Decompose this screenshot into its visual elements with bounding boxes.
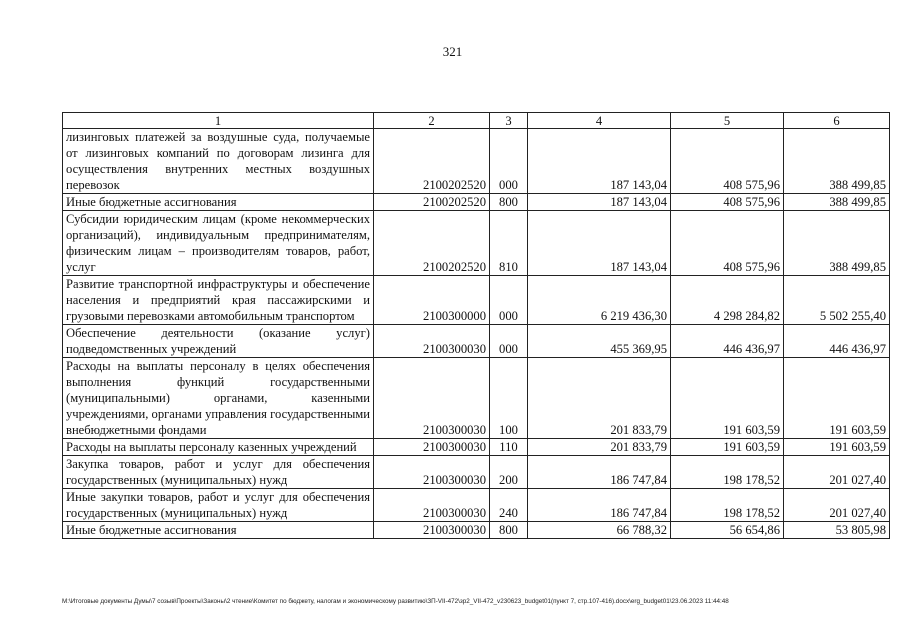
row-description: Расходы на выплаты персоналу в целях обеспечения выполнения функций государственными (муниципальными) органами, казенными учреждениями, органами управления государственными внебюджетными фондами bbox=[63, 358, 374, 439]
row-value-col6: 446 436,97 bbox=[784, 325, 890, 358]
row-value-col4: 66 788,32 bbox=[528, 522, 671, 539]
document-path-footer: M:\Итоговые документы Думы\7 созыв\Проекты\Законы\2 чтение\Комитет по бюджету, налогам и экономическому развитию\ЗП-VII-472\зр2_VII-472_v230623_budget01(пункт 7, стр.107-416).docx\erg_budget01\23.06.2023 11:44:48 bbox=[62, 598, 729, 605]
row-value-col6: 388 499,85 bbox=[784, 194, 890, 211]
table-row bbox=[63, 211, 890, 276]
table-row bbox=[63, 194, 890, 211]
row-expense-type: 800 bbox=[490, 194, 528, 211]
row-value-col5: 408 575,96 bbox=[671, 129, 784, 194]
row-value-col5: 446 436,97 bbox=[671, 325, 784, 358]
row-value-col6: 5 502 255,40 bbox=[784, 276, 890, 325]
row-target-code: 2100202520 bbox=[374, 211, 490, 276]
table-row bbox=[63, 276, 890, 325]
row-target-code: 2100300030 bbox=[374, 439, 490, 456]
row-value-col5: 56 654,86 bbox=[671, 522, 784, 539]
row-value-col4: 201 833,79 bbox=[528, 358, 671, 439]
table-row bbox=[63, 129, 890, 194]
column-header: 1 bbox=[63, 113, 374, 129]
row-description: Закупка товаров, работ и услуг для обеспечения государственных (муниципальных) нужд bbox=[63, 456, 374, 489]
row-value-col5: 191 603,59 bbox=[671, 358, 784, 439]
column-header: 6 bbox=[784, 113, 890, 129]
row-target-code: 2100202520 bbox=[374, 129, 490, 194]
table-row bbox=[63, 522, 890, 539]
row-expense-type: 810 bbox=[490, 211, 528, 276]
row-value-col4: 186 747,84 bbox=[528, 456, 671, 489]
row-value-col6: 388 499,85 bbox=[784, 129, 890, 194]
table-row bbox=[63, 325, 890, 358]
row-value-col5: 198 178,52 bbox=[671, 489, 784, 522]
row-value-col5: 408 575,96 bbox=[671, 211, 784, 276]
row-value-col6: 201 027,40 bbox=[784, 456, 890, 489]
row-value-col6: 191 603,59 bbox=[784, 439, 890, 456]
row-description: Развитие транспортной инфраструктуры и обеспечение населения и предприятий края пассажирскими и грузовыми перевозками автомобильным транспортом bbox=[63, 276, 374, 325]
row-expense-type: 240 bbox=[490, 489, 528, 522]
row-target-code: 2100300030 bbox=[374, 325, 490, 358]
table-row bbox=[63, 456, 890, 489]
row-description: Расходы на выплаты персоналу казенных учреждений bbox=[63, 439, 374, 456]
row-expense-type: 000 bbox=[490, 276, 528, 325]
row-description: Обеспечение деятельности (оказание услуг) подведомственных учреждений bbox=[63, 325, 374, 358]
row-target-code: 2100300030 bbox=[374, 522, 490, 539]
row-value-col4: 187 143,04 bbox=[528, 211, 671, 276]
table-row bbox=[63, 358, 890, 439]
table-row bbox=[63, 439, 890, 456]
row-expense-type: 100 bbox=[490, 358, 528, 439]
row-target-code: 2100202520 bbox=[374, 194, 490, 211]
column-header: 4 bbox=[528, 113, 671, 129]
row-value-col4: 186 747,84 bbox=[528, 489, 671, 522]
row-description: Иные закупки товаров, работ и услуг для обеспечения государственных (муниципальных) нужд bbox=[63, 489, 374, 522]
row-value-col5: 198 178,52 bbox=[671, 456, 784, 489]
column-header: 2 bbox=[374, 113, 490, 129]
row-description: лизинговых платежей за воздушные суда, получаемые от лизинговых компаний по договорам лизинга для осуществления внутренних местных воздушных перевозок bbox=[63, 129, 374, 194]
row-value-col5: 408 575,96 bbox=[671, 194, 784, 211]
row-value-col5: 4 298 284,82 bbox=[671, 276, 784, 325]
row-description: Иные бюджетные ассигнования bbox=[63, 194, 374, 211]
page-number: 321 bbox=[442, 44, 463, 59]
row-target-code: 2100300030 bbox=[374, 489, 490, 522]
table-header-row bbox=[63, 113, 890, 129]
row-expense-type: 000 bbox=[490, 129, 528, 194]
row-value-col4: 187 143,04 bbox=[528, 194, 671, 211]
row-value-col5: 191 603,59 bbox=[671, 439, 784, 456]
row-expense-type: 110 bbox=[490, 439, 528, 456]
table-row bbox=[63, 489, 890, 522]
row-value-col6: 201 027,40 bbox=[784, 489, 890, 522]
row-expense-type: 800 bbox=[490, 522, 528, 539]
row-value-col6: 53 805,98 bbox=[784, 522, 890, 539]
row-value-col6: 191 603,59 bbox=[784, 358, 890, 439]
row-value-col4: 187 143,04 bbox=[528, 129, 671, 194]
row-description: Иные бюджетные ассигнования bbox=[63, 522, 374, 539]
row-target-code: 2100300030 bbox=[374, 456, 490, 489]
row-expense-type: 000 bbox=[490, 325, 528, 358]
row-expense-type: 200 bbox=[490, 456, 528, 489]
row-target-code: 2100300030 bbox=[374, 358, 490, 439]
row-value-col4: 455 369,95 bbox=[528, 325, 671, 358]
column-header: 5 bbox=[671, 113, 784, 129]
row-target-code: 2100300000 bbox=[374, 276, 490, 325]
row-description: Субсидии юридическим лицам (кроме некоммерческих организаций), индивидуальным предпринимателям, физическим лицам – производителям товаров, работ, услуг bbox=[63, 211, 374, 276]
budget-table bbox=[62, 112, 890, 539]
row-value-col6: 388 499,85 bbox=[784, 211, 890, 276]
row-value-col4: 201 833,79 bbox=[528, 439, 671, 456]
column-header: 3 bbox=[490, 113, 528, 129]
row-value-col4: 6 219 436,30 bbox=[528, 276, 671, 325]
